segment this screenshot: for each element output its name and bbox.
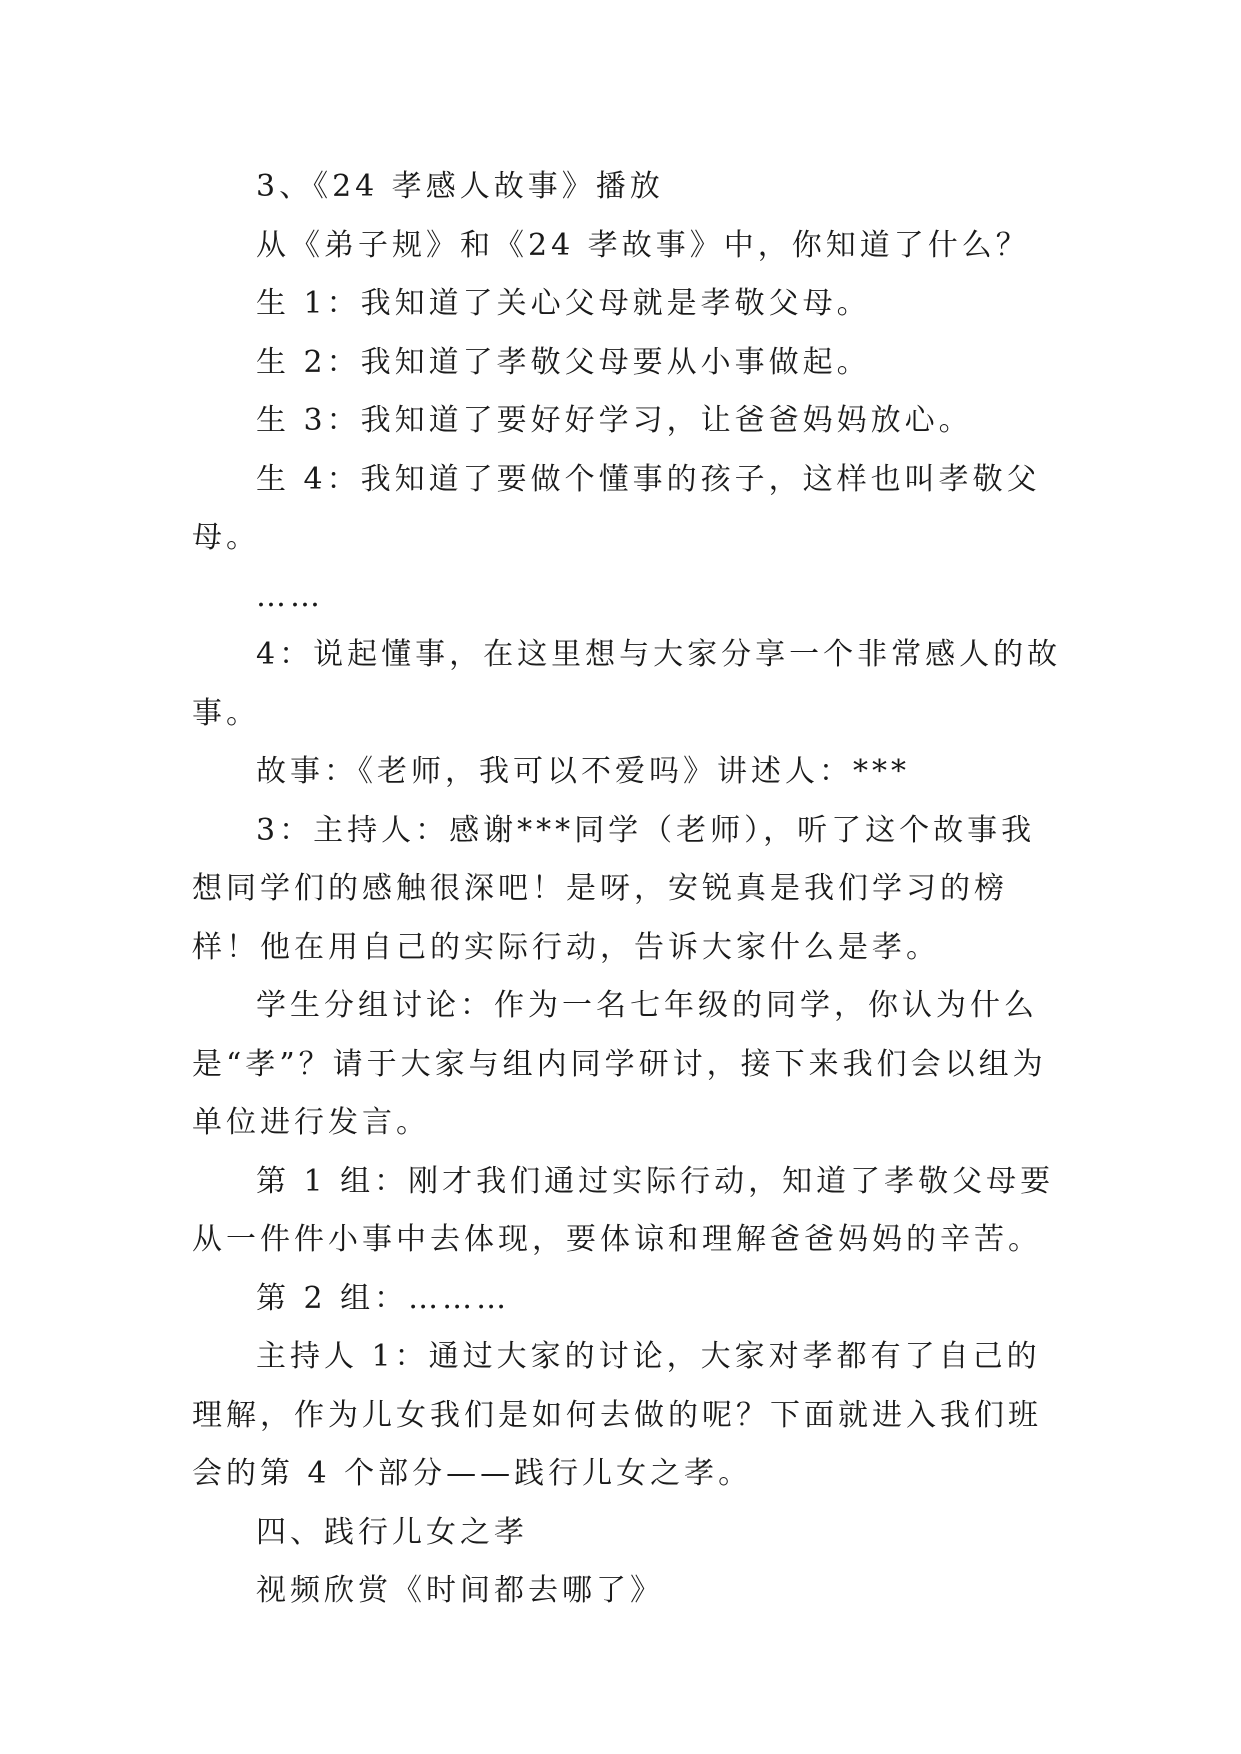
paragraph-ellipsis: …… bbox=[256, 578, 324, 614]
paragraph-story-title: 故事：《老师，我可以不爱吗》讲述人：*** bbox=[256, 754, 910, 789]
paragraph-student-2: 生 2：我知道了孝敬父母要从小事做起。 bbox=[256, 344, 871, 380]
paragraph-group-discussion: 学生分组讨论：作为一名七年级的同学，你认为什么是“孝”？请于大家与组内同学研讨，接下来我们会以组为单位进行发言。 bbox=[192, 988, 1047, 1140]
section-heading-practice: 四、践行儿女之孝 bbox=[256, 1514, 528, 1550]
paragraph-student-3: 生 3：我知道了要好好学习，让爸爸妈妈放心。 bbox=[256, 403, 973, 438]
paragraph-group-2: 第 2 组：……… bbox=[256, 1280, 511, 1316]
document-body bbox=[192, 158, 1062, 1621]
paragraph-student-1: 生 1：我知道了关心父母就是孝敬父母。 bbox=[256, 286, 871, 321]
paragraph-story-playback: 3、《24 孝感人故事》播放 bbox=[256, 169, 664, 204]
paragraph-group-1: 第 1 组：刚才我们通过实际行动，知道了孝敬父母要从一件件小事中去体现，要体谅和理解爸爸妈妈的辛苦。 bbox=[192, 1163, 1055, 1257]
paragraph-host-thanks: 3：主持人：感谢***同学（老师），听了这个故事我想同学们的感触很深吧！是呀，安锐真是我们学习的榜样！他在用自己的实际行动，告诉大家什么是孝。 bbox=[192, 812, 1036, 965]
paragraph-share-story: 4：说起懂事，在这里想与大家分享一个非常感人的故事。 bbox=[192, 637, 1062, 731]
paragraph-video: 视频欣赏《时间都去哪了》 bbox=[256, 1573, 664, 1608]
paragraph-student-4: 生 4：我知道了要做个懂事的孩子，这样也叫孝敬父母。 bbox=[192, 461, 1041, 555]
paragraph-question: 从《弟子规》和《24 孝故事》中，你知道了什么？ bbox=[256, 227, 1030, 263]
paragraph-host-summary: 主持人 1：通过大家的讨论，大家对孝都有了自己的理解，作为儿女我们是如何去做的呢？下面就进入我们班会的第 4 个部分——践行儿女之孝。 bbox=[192, 1339, 1042, 1491]
